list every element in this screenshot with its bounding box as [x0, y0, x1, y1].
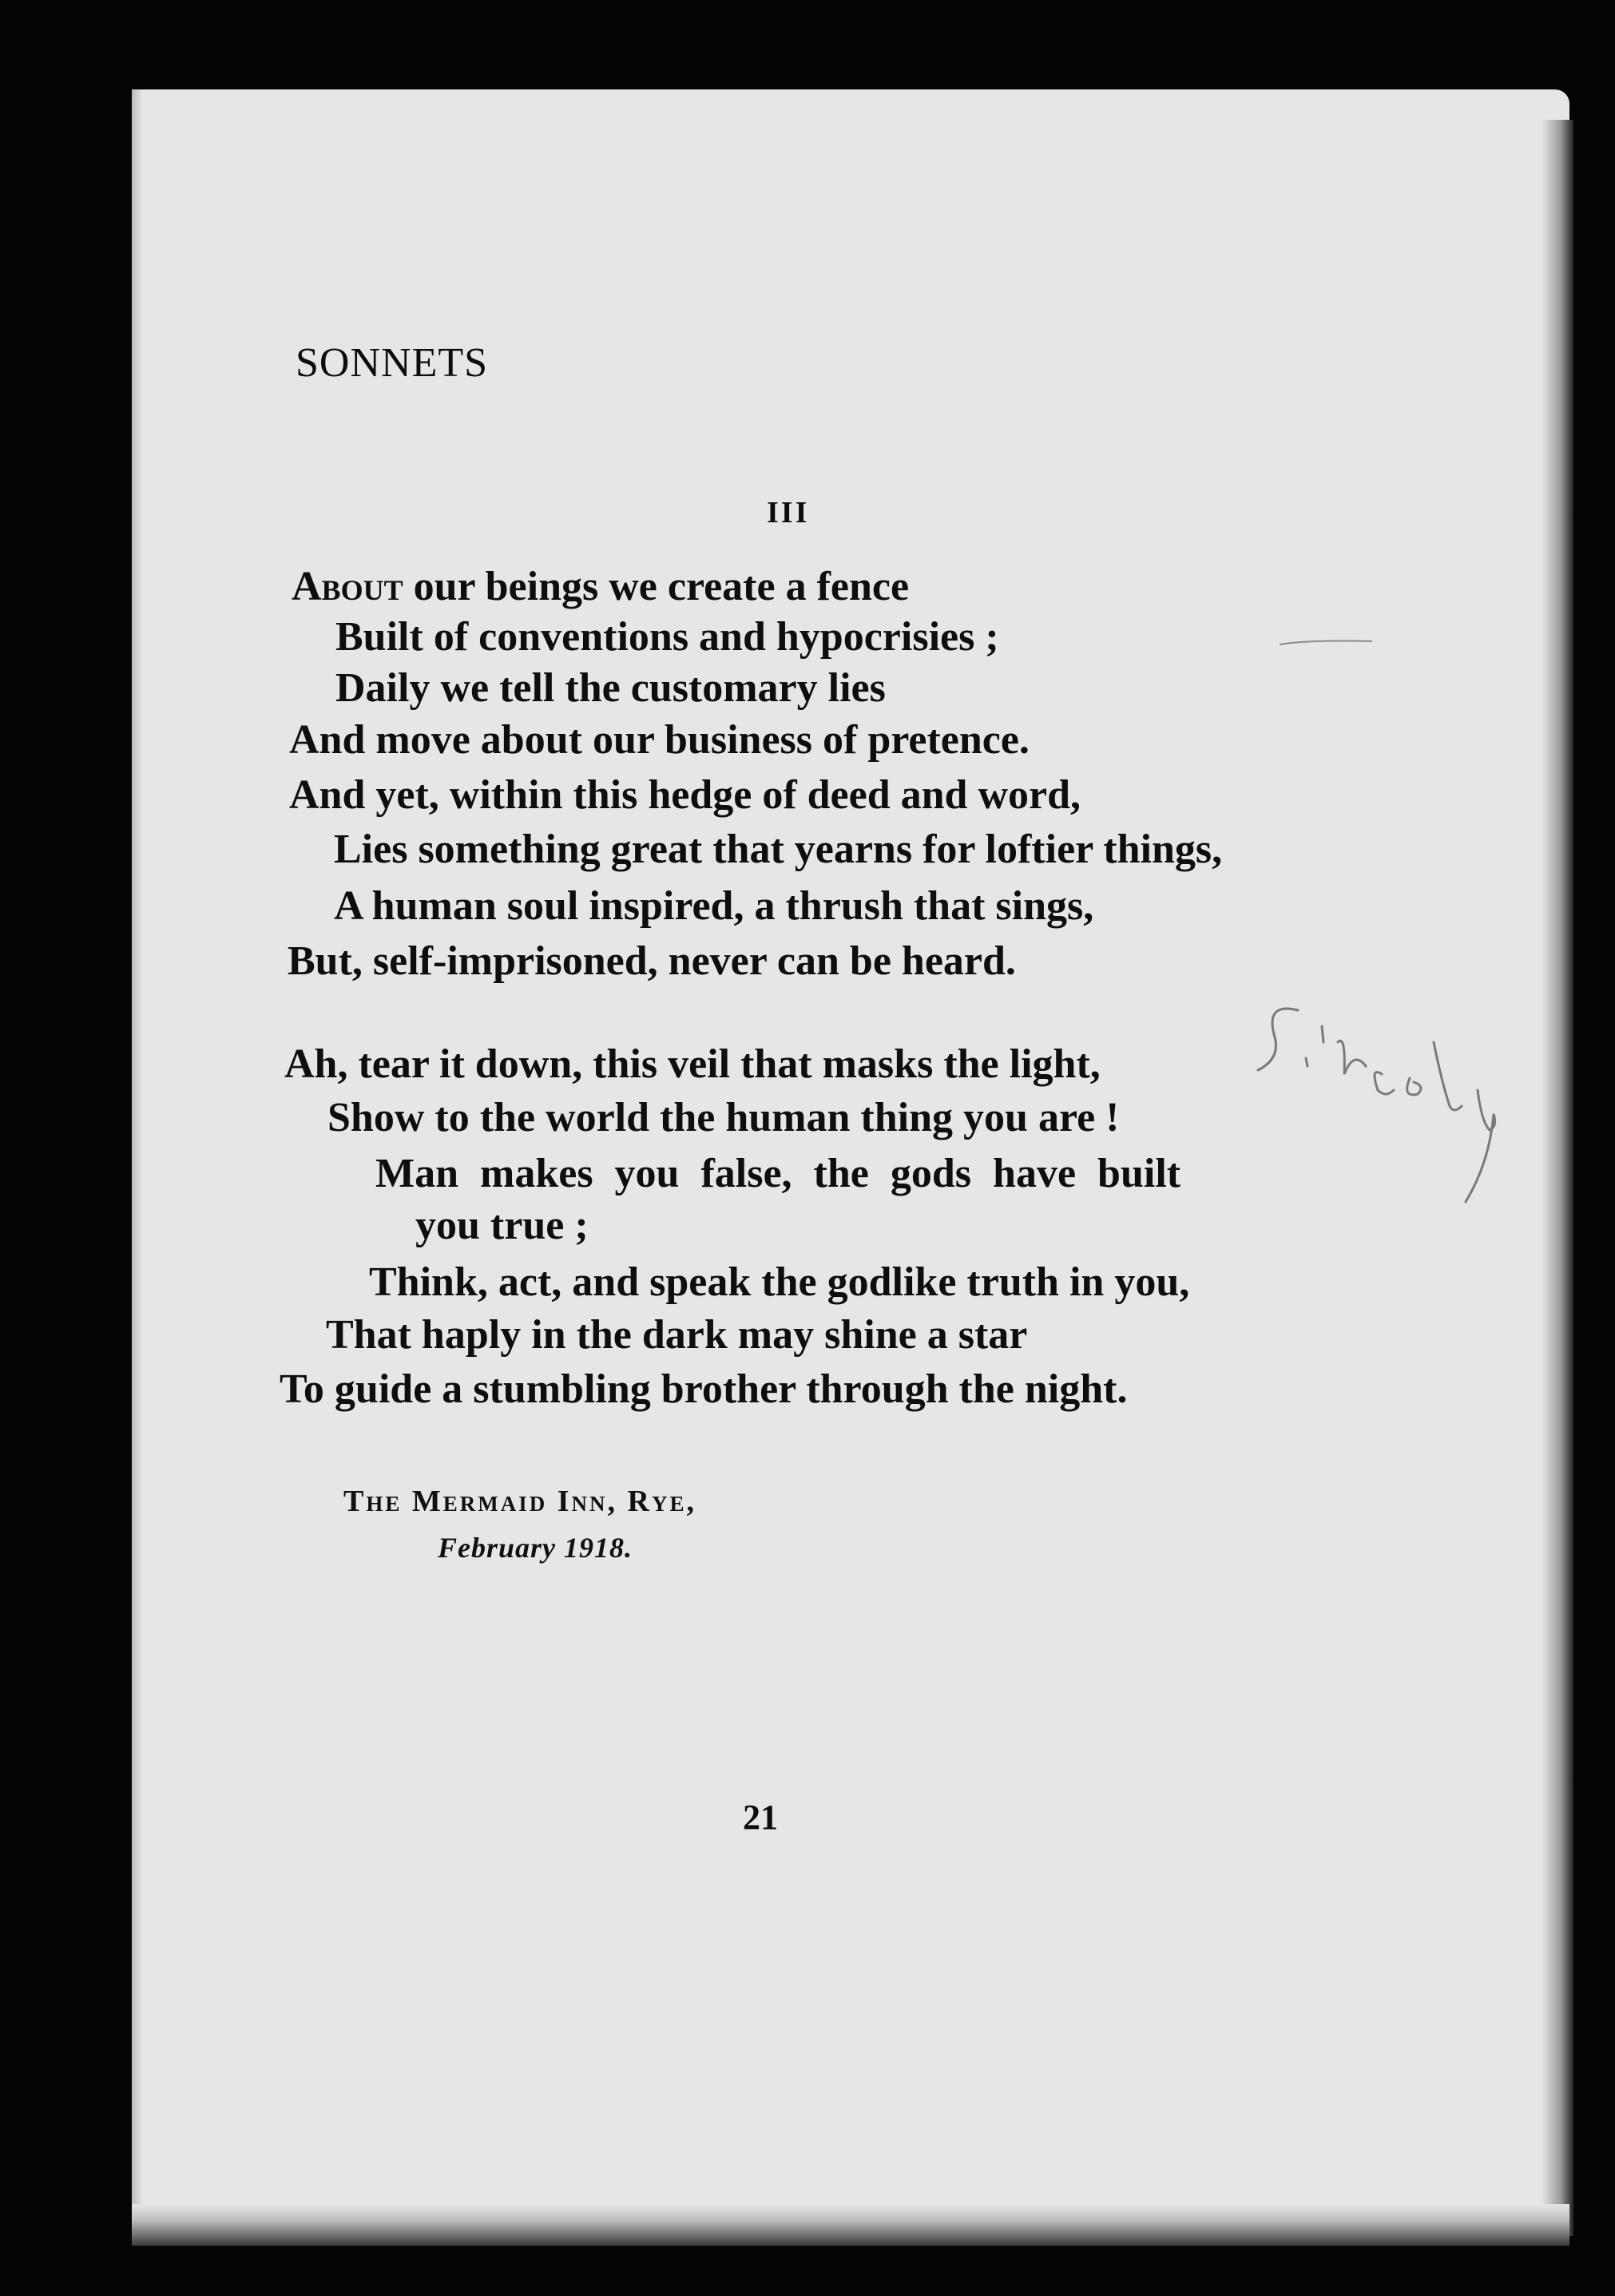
poem-line-7: A human soul inspired, a thrush that sings, [334, 883, 1094, 929]
pencil-mark [1278, 635, 1374, 651]
poem-line-13: That haply in the dark may shine a star [326, 1312, 1028, 1358]
sonnet-number: III [767, 496, 810, 529]
poem-line-10: Show to the world the human thing you are ! [327, 1095, 1120, 1140]
poem-line-5: And yet, within this hedge of deed and word, [289, 772, 1081, 818]
running-head: SONNETS [296, 340, 489, 386]
poem-line-9: Ah, tear it down, this veil that masks the light, [284, 1041, 1101, 1087]
poem-line-11-continued: you true ; [415, 1203, 589, 1248]
poem-line-2: Built of conventions and hypocrisies ; [335, 614, 999, 660]
poem-line-8: But, self-imprisoned, never can be heard. [288, 938, 1016, 984]
handwritten-signature-sincerely [1250, 986, 1530, 1242]
opening-small-caps: About [292, 564, 403, 609]
poem-line-14: To guide a stumbling brother through the night. [280, 1366, 1128, 1412]
poem-line-12: Think, act, and speak the godlike truth in you, [369, 1259, 1190, 1305]
poem-line-11: Man makes you false, the gods have built [375, 1151, 1181, 1196]
poem-line-1: About our beings we create a fence [292, 564, 910, 609]
page-number: 21 [743, 1798, 778, 1837]
poem-line-6: Lies something great that yearns for loftier things, [334, 827, 1223, 872]
colophon-date: February 1918. [438, 1532, 633, 1564]
colophon-place: The Mermaid Inn, Rye, [343, 1485, 696, 1518]
page-left-edge [132, 89, 143, 2246]
poem-line-4: And move about our business of pretence. [289, 717, 1030, 763]
right-gutter-shadow [1542, 120, 1573, 2236]
bottom-edge-shadow [132, 2204, 1569, 2246]
poem-line-3: Daily we tell the customary lies [335, 665, 886, 711]
